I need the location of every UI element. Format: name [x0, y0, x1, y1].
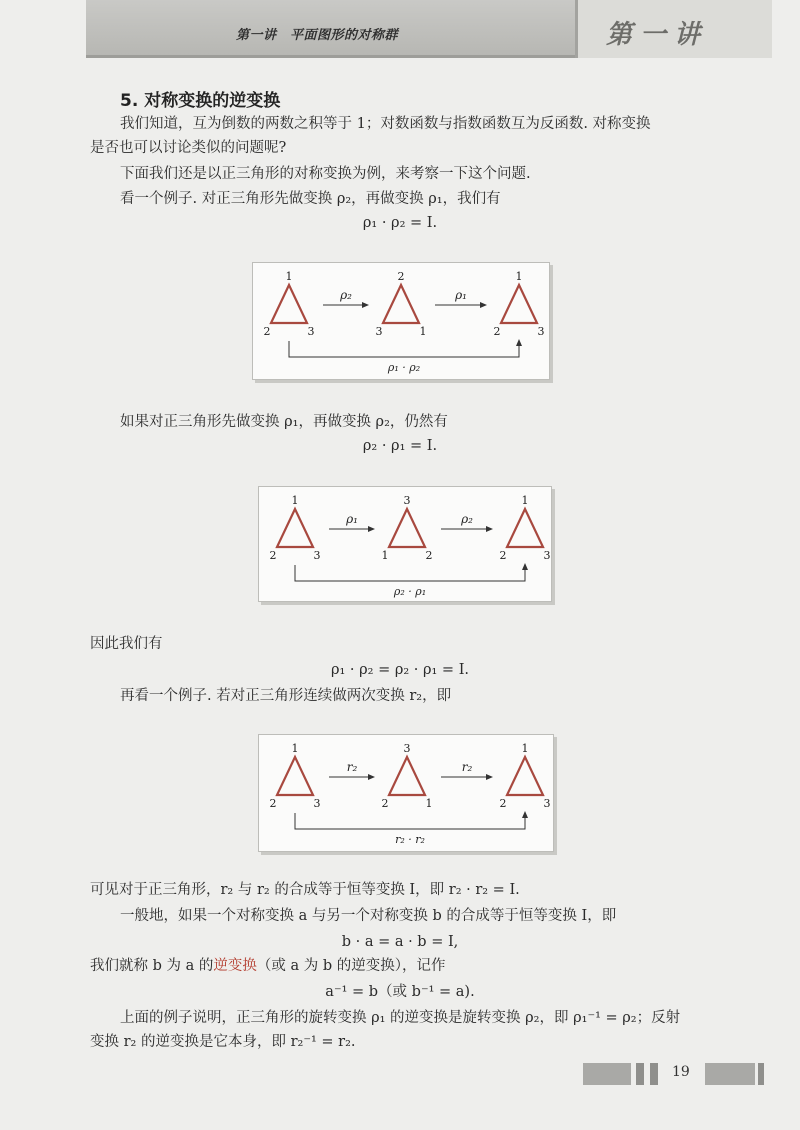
vertex-label: 2 [499, 549, 507, 562]
vertex-label: 3 [313, 549, 321, 562]
vertex-label: 1 [521, 494, 529, 507]
paragraph-line: 可见对于正三角形，r₂ 与 r₂ 的合成等于恒等变换 I，即 r₂ · r₂ = I. [90, 882, 520, 898]
paragraph-line: 变换 r₂ 的逆变换是它本身，即 r₂⁻¹ = r₂. [90, 1034, 356, 1050]
footer-bar [583, 1063, 631, 1085]
vertex-label: 3 [375, 325, 383, 338]
arrow-label: r₂ [461, 760, 473, 774]
footer-block [636, 1063, 644, 1085]
vertex-label: 2 [381, 797, 389, 810]
vertex-label: 1 [425, 797, 433, 810]
composite-bracket [289, 341, 519, 357]
paragraph-line: 是否也可以讨论类似的问题呢? [90, 140, 287, 156]
paragraph-line: 看一个例子. 对正三角形先做变换 ρ₂，再做变换 ρ₁，我们有 [120, 191, 501, 207]
arrow-head [486, 774, 493, 780]
vertex-label: 3 [403, 742, 411, 755]
text-run: （或 a 为 b 的逆变换），记作 [256, 958, 446, 974]
composite-arrow-head [522, 811, 528, 818]
paragraph-line [90, 956, 446, 976]
equation: ρ₁ · ρ₂ = I. [362, 215, 438, 231]
paragraph-line: 如果对正三角形先做变换 ρ₁，再做变换 ρ₂，仍然有 [120, 414, 448, 430]
arrow-head [480, 302, 487, 308]
term-inverse-transform: 逆变换 [213, 958, 257, 974]
vertex-label: 2 [425, 549, 433, 562]
equation: a⁻¹ = b（或 b⁻¹ = a). [325, 984, 475, 1000]
paragraph-line: 下面我们还是以正三角形的对称变换为例，来考察一下这个问题. [120, 166, 531, 182]
equation: b · a = a · b = I, [341, 934, 459, 950]
arrow-head [368, 526, 375, 532]
triangle-3 [507, 509, 543, 547]
vertex-label: 2 [397, 270, 405, 283]
triangle-3 [501, 285, 537, 323]
vertex-label: 3 [543, 797, 551, 810]
footer-block [758, 1063, 764, 1085]
vertex-label: 2 [499, 797, 507, 810]
vertex-label: 3 [403, 494, 411, 507]
paragraph-line: 一般地，如果一个对称变换 a 与另一个对称变换 b 的合成等于恒等变换 I，即 [120, 908, 617, 924]
arrow-label: ρ₁ [455, 288, 467, 302]
footer-block [650, 1063, 658, 1085]
vertex-label: 1 [291, 742, 299, 755]
composite-label: r₂ · r₂ [395, 833, 425, 846]
section-title: 5. 对称变换的逆变换 [120, 91, 281, 111]
triangle-1 [271, 285, 307, 323]
vertex-label: 1 [419, 325, 427, 338]
equation: ρ₂ · ρ₁ = I. [362, 438, 438, 454]
triangle-1 [277, 757, 313, 795]
composite-bracket [295, 813, 525, 829]
vertex-label: 1 [291, 494, 299, 507]
arrow-label: ρ₂ [340, 288, 352, 302]
arrow-head [486, 526, 493, 532]
composite-label: ρ₁ · ρ₂ [387, 361, 421, 374]
page-number: 19 [672, 1064, 690, 1080]
paragraph-line: 上面的例子说明，正三角形的旋转变换 ρ₁ 的逆变换是旋转变换 ρ₂，即 ρ₁⁻¹ = ρ₂；反射 [120, 1010, 681, 1026]
chapter-title: 第一讲 平面图形的对称群 [236, 28, 399, 43]
paragraph-line: 再看一个例子. 若对正三角形连续做两次变换 r₂，即 [120, 688, 452, 704]
triangle-2 [383, 285, 419, 323]
arrow-label: ρ₂ [461, 512, 473, 526]
triangle-2 [389, 757, 425, 795]
vertex-label: 1 [521, 742, 529, 755]
arrow-label: r₂ [346, 760, 358, 774]
vertex-label: 2 [269, 549, 277, 562]
triangle-3 [507, 757, 543, 795]
composite-arrow-head [516, 339, 522, 346]
composite-label: ρ₂ · ρ₁ [393, 585, 427, 598]
arrow-head [362, 302, 369, 308]
vertex-label: 3 [307, 325, 315, 338]
vertex-label: 2 [493, 325, 501, 338]
vertex-label: 3 [313, 797, 321, 810]
equation: ρ₁ · ρ₂ = ρ₂ · ρ₁ = I. [330, 662, 470, 678]
paragraph-line: 我们知道，互为倒数的两数之积等于 1；对数函数与指数函数互为反函数. 对称变换 [120, 116, 651, 132]
triangle-1 [277, 509, 313, 547]
vertex-label: 1 [515, 270, 523, 283]
arrow-head [368, 774, 375, 780]
vertex-label: 2 [269, 797, 277, 810]
vertex-label: 2 [263, 325, 271, 338]
arrow-label: ρ₁ [346, 512, 358, 526]
vertex-label: 3 [537, 325, 545, 338]
triangle-2 [389, 509, 425, 547]
composite-arrow-head [522, 563, 528, 570]
paragraph-line: 因此我们有 [90, 636, 163, 652]
diagram-3 [258, 734, 554, 852]
vertex-label: 3 [543, 549, 551, 562]
lecture-label: 第一讲 [606, 20, 709, 50]
footer-bar [705, 1063, 755, 1085]
vertex-label: 1 [285, 270, 293, 283]
composite-bracket [295, 565, 525, 581]
text-run: 我们就称 b 为 a 的 [90, 958, 214, 974]
diagram-1 [252, 262, 550, 380]
diagram-2 [258, 486, 552, 602]
vertex-label: 1 [381, 549, 389, 562]
